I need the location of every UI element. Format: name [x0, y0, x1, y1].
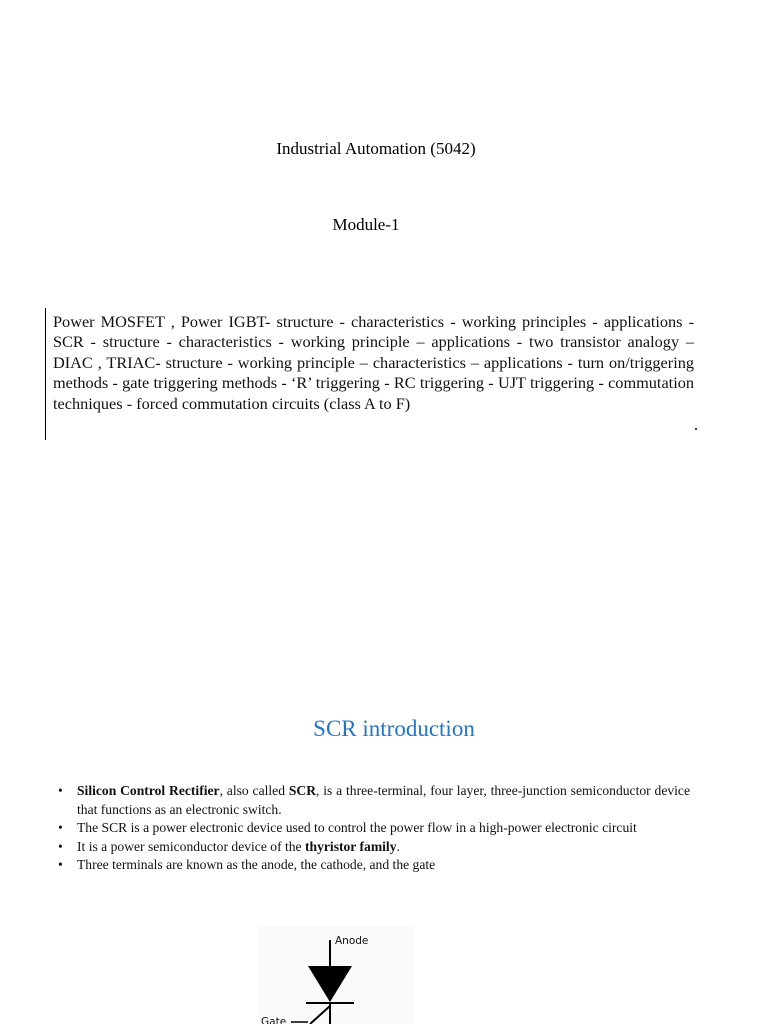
- bullet-icon: •: [58, 783, 63, 798]
- term-thyristor-family: thyristor family: [305, 838, 397, 854]
- list-item: [58, 782, 690, 819]
- course-title: Industrial Automation (5042): [276, 139, 476, 158]
- bullet-text: Three terminals are known as the anode, the cathode, and the gate: [77, 857, 436, 872]
- bullet-icon: •: [58, 820, 63, 835]
- bullet-text: , also called: [219, 783, 289, 798]
- term-scr: SCR: [288, 783, 317, 798]
- list-item: [58, 838, 690, 857]
- syllabus-dot: [695, 428, 697, 430]
- bullet-text: , is a three-terminal, four layer, three-junction semiconductor device that functions as an electronic switch.: [77, 783, 690, 817]
- term-scr-full: Silicon Control Rectifier: [77, 783, 220, 798]
- gate-label: Gate: [261, 1016, 287, 1024]
- syllabus-text: Power MOSFET , Power IGBT- structure - characteristics - working principles - applications - SCR - structure - characteristics - working principle – applications - two transistor analogy – DIAC , TRIAC- structure - working principle – characteristics – applications - turn on/triggering methods - gate triggering methods - ‘R’ triggering - RC triggering - UJT triggering - commutation techniques - forced commutation circuits (class A to F): [53, 312, 694, 413]
- bullet-icon: •: [58, 857, 63, 872]
- list-item: [58, 856, 690, 875]
- section-heading: SCR introduction: [313, 716, 475, 741]
- bullet-text: .: [396, 838, 400, 854]
- scr-symbol-figure: [258, 926, 414, 1024]
- syllabus-box: [45, 308, 696, 440]
- bullet-text: The SCR is a power electronic device used to control the power flow in a high-power electronic circuit: [77, 820, 637, 835]
- bullet-icon: •: [58, 838, 63, 854]
- anode-label: Anode: [335, 935, 369, 947]
- bullet-list: [58, 782, 690, 875]
- bullet-text: It is a power semiconductor device of the: [77, 838, 305, 854]
- list-item: [58, 819, 690, 838]
- module-title: Module-1: [332, 215, 400, 234]
